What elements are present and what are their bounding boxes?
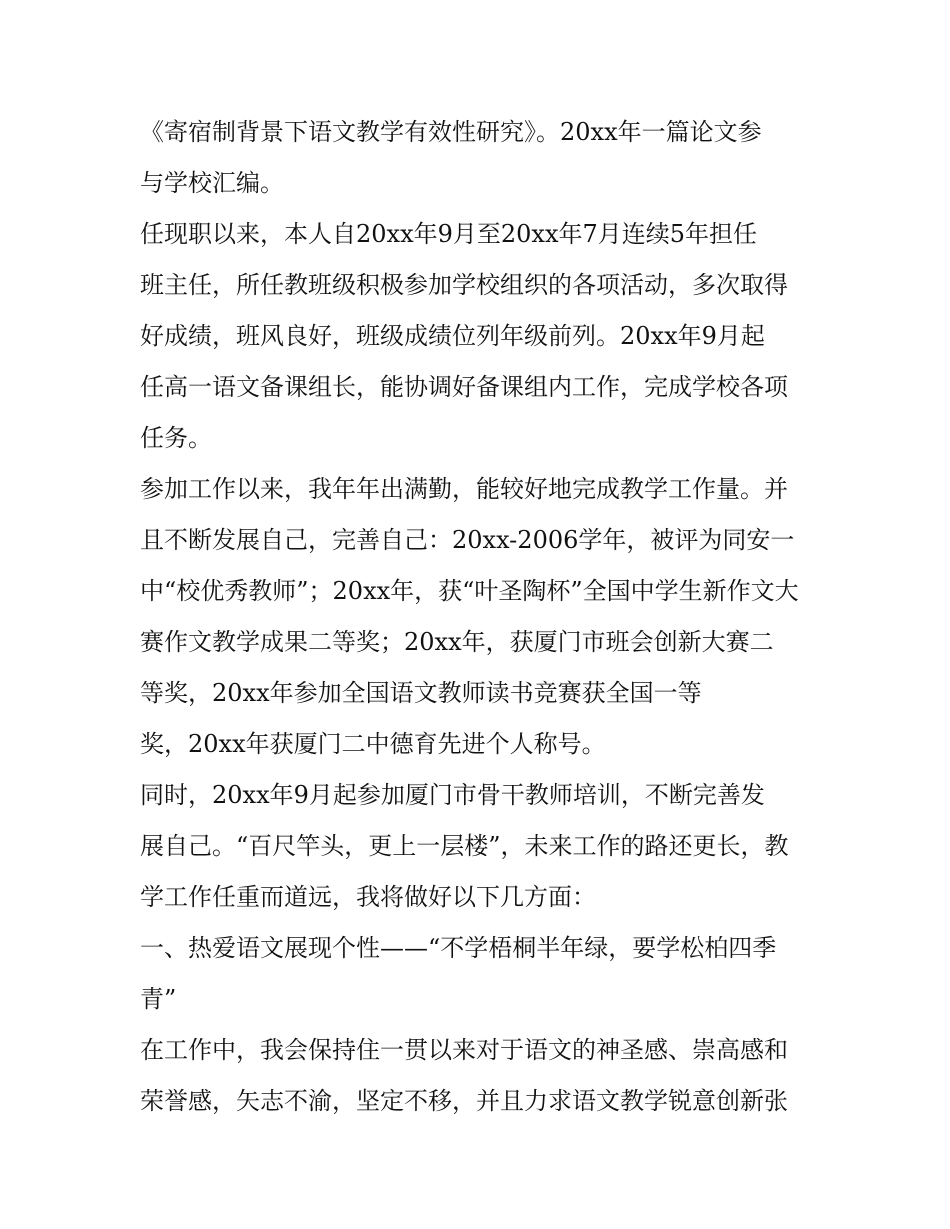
text-line: 青”: [140, 985, 177, 1013]
text-line: 奖，20xx年获厦门二中德育先进个人称号。: [140, 730, 606, 758]
text-line: 任务。: [140, 424, 212, 452]
text-line: 好成绩，班风良好，班级成绩位列年级前列。20xx年9月起: [140, 322, 765, 350]
text-line: 一、热爱语文展现个性——“不学梧桐半年绿，要学松柏四季: [140, 934, 777, 962]
text-line: 在工作中，我会保持住一贯以来对于语文的神圣感、崇高感和: [140, 1036, 788, 1064]
text-line: 同时，20xx年9月起参加厦门市骨干教师培训，不断完善发: [140, 781, 765, 809]
text-line: 任高一语文备课组长，能协调好备课组内工作，完成学校各项: [140, 373, 788, 401]
text-line: 与学校汇编。: [140, 169, 284, 197]
text-line: 等奖，20xx年参加全国语文教师读书竞赛获全国一等: [140, 679, 702, 707]
text-line: 中“校优秀教师”；20xx年，获“叶圣陶杯”全国中学生新作文大: [140, 577, 799, 605]
text-line: 《寄宿制背景下语文教学有效性研究》。20xx年一篇论文参: [140, 118, 762, 146]
text-line: 赛作文教学成果二等奖；20xx年，获厦门市班会创新大赛二: [140, 628, 774, 656]
text-line: 参加工作以来，我年年出满勤，能较好地完成教学工作量。并: [140, 475, 788, 503]
text-line: 荣誉感，矢志不渝，坚定不移，并且力求语文教学锐意创新张: [140, 1087, 788, 1115]
text-line: 任现职以来，本人自20xx年9月至20xx年7月连续5年担任: [140, 220, 758, 248]
text-line: 展自己。“百尺竿头，更上一层楼”，未来工作的路还更长，教: [140, 832, 789, 860]
text-line: 学工作任重而道远，我将做好以下几方面：: [140, 883, 596, 911]
text-line: 且不断发展自己，完善自己：20xx-2006学年，被评为同安一: [140, 526, 795, 554]
document-body: [140, 107, 820, 1127]
text-line: 班主任，所任教班级积极参加学校组织的各项活动，多次取得: [140, 271, 788, 299]
